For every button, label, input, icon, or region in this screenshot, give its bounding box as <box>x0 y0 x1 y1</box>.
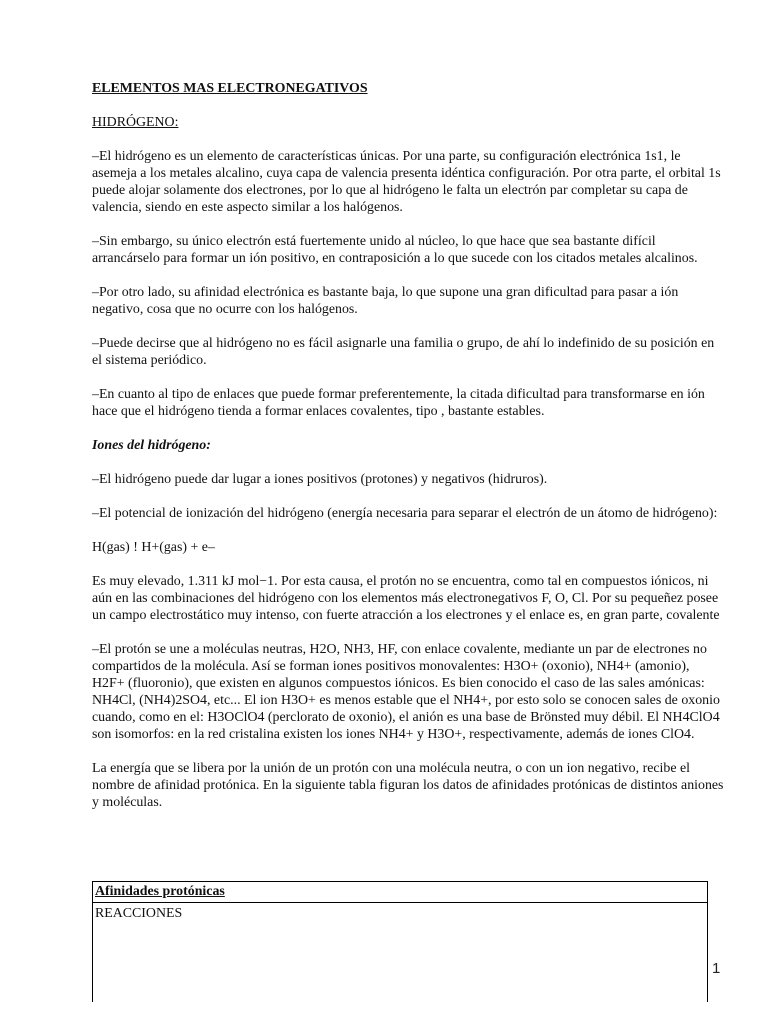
paragraph: –En cuanto al tipo de enlaces que puede formar preferentemente, la citada dificultad para transformarse en ión hace que el hidrógeno tienda a formar enlaces covalentes, tipo , bastante estables. <box>92 387 705 419</box>
section-heading-iones: Iones del hidrógeno: <box>92 438 211 453</box>
paragraph: –El potencial de ionización del hidrógeno (energía necesaria para separar el electrón de un átomo de hidrógeno): <box>92 506 718 521</box>
table-row: REACCIONES <box>95 906 183 921</box>
table-header: Afinidades protónicas <box>95 884 225 899</box>
paragraph: –Por otro lado, su afinidad electrónica es bastante baja, lo que supone una gran dificultad para pasar a ión negativo, cosa que no ocurre con los halógenos. <box>92 285 679 317</box>
equation: H(gas) ! H+(gas) + e– <box>92 540 215 555</box>
paragraph: –Puede decirse que al hidrógeno no es fácil asignarle una familia o grupo, de ahí lo indefinido de su posición en el sistema periódico. <box>92 336 715 368</box>
proton-affinity-table <box>92 881 708 1002</box>
paragraph: –Sin embargo, su único electrón está fuertemente unido al núcleo, lo que hace que sea bastante difícil arrancárselo para formar un ión positivo, en contraposición a lo que sucede con los citados metales alcalinos. <box>92 234 698 266</box>
document-title: ELEMENTOS MAS ELECTRONEGATIVOS <box>92 81 368 96</box>
paragraph: La energía que se libera por la unión de un protón con una molécula neutra, o con un ion negativo, recibe el nombre de afinidad protónica. En la siguiente tabla figuran los datos de afinidades protónicas de distintos aniones y moléculas. <box>92 761 724 810</box>
paragraph: –El protón se une a moléculas neutras, H2O, NH3, HF, con enlace covalente, mediante un par de electrones no compartidos de la molécula. Así se forman iones positivos monovalentes: H3O+ (oxonio), NH4+ (amonio), H2F+ (fluoronio), que existen en algunos compuestos iónicos. Es bien conocido el caso de las sales amónicas: NH4Cl, (NH4)2SO4, etc... El ion H3O+ es menos estable que el NH4+, por esto solo se conocen sales de oxonio cuando, como en el: H3OClO4 (perclorato de oxonio), el anión es una base de Brönsted muy débil. El NH4ClO4 son isomorfos: en la red cristalina existen los iones NH4+ y H3O+, respectivamente, además de iones ClO4. <box>92 642 720 742</box>
page-number: 1 <box>712 960 721 977</box>
paragraph: –El hidrógeno es un elemento de características únicas. Por una parte, su configuración electrónica 1s1, le asemeja a los metales alcalino, cuya capa de valencia presenta idéntica configuración. Por otra parte, el orbital 1s puede alojar solamente dos electrones, por lo que al hidrógeno le falta un electrón par completar su capa de valencia, siendo en este aspecto similar a los halógenos. <box>92 149 721 215</box>
paragraph: –El hidrógeno puede dar lugar a iones positivos (protones) y negativos (hidruros). <box>92 472 548 487</box>
table-header-row <box>93 882 707 903</box>
paragraph: Es muy elevado, 1.311 kJ mol−1. Por esta causa, el protón no se encuentra, como tal en compuestos iónicos, ni aún en las combinaciones del hidrógeno con los elementos más electronegativos F, O, Cl. Por su pequeñez posee un campo electrostático muy intenso, con fuerte atracción a los electrones y el enlace es, en gran parte, covalente <box>92 574 720 623</box>
document-body <box>92 80 724 828</box>
section-title-hidrogeno: HIDRÓGENO: <box>92 115 179 130</box>
